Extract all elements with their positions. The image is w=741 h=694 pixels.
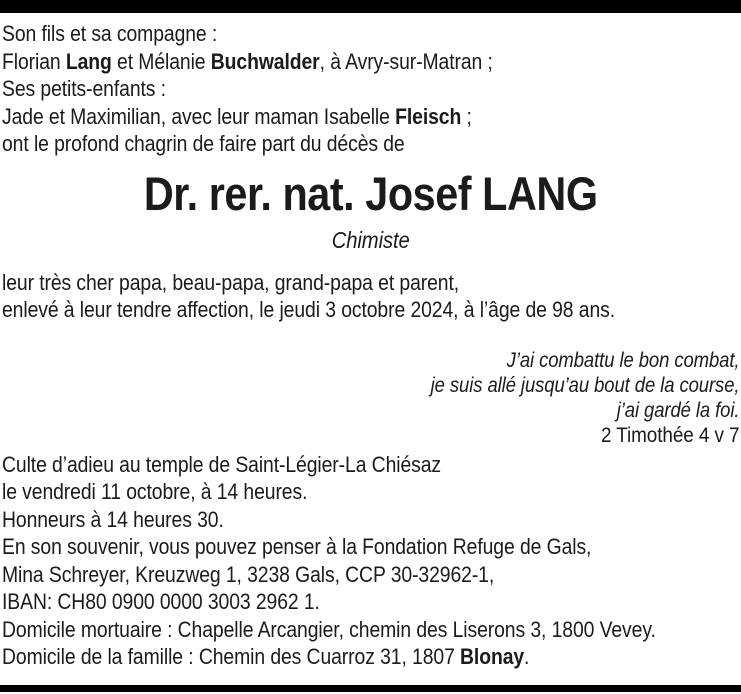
intro-line-announcement: ont le profond chagrin de faire part du décès de: [2, 131, 405, 156]
family-address-line: [2, 643, 739, 671]
bible-verse-block: [2, 348, 739, 448]
family-intro-block: [2, 20, 739, 158]
notice-content: [2, 13, 739, 671]
intro-line-grandchildren: [2, 103, 739, 131]
text-segment: et Mélanie: [111, 48, 211, 74]
tribute-block: [2, 269, 739, 324]
verse-reference: 2 Timothée 4 v 7: [600, 422, 740, 447]
surname-bold: Buchwalder: [210, 48, 320, 74]
intro-line-son: [2, 48, 739, 76]
donation-address-line: Mina Schreyer, Kreuzweg 1, 3238 Gals, CCP 30-32962-1,: [2, 561, 495, 587]
tribute-line: leur très cher papa, beau-papa, grand-papa et parent,: [2, 269, 460, 295]
text-segment: ;: [461, 103, 472, 129]
honors-line: Honneurs à 14 heures 30.: [2, 506, 224, 532]
surname-bold: Fleisch: [395, 103, 462, 129]
ceremony-location-line: Culte d’adieu au temple de Saint-Légier-La Chiésaz: [2, 451, 442, 477]
iban-line: IBAN: CH80 0900 0000 3003 2962 1.: [2, 589, 320, 614]
deceased-profession: Chimiste: [331, 226, 410, 253]
ceremony-details-block: [2, 451, 739, 671]
surname-bold: Lang: [65, 48, 112, 74]
text-segment: Florian: [2, 48, 66, 74]
donation-line: En son souvenir, vous pouvez penser à la Fondation Refuge de Gals,: [2, 534, 592, 559]
mortuary-address-line: Domicile mortuaire : Chapelle Arcangier, chemin des Liserons 3, 1800 Vevey.: [2, 616, 656, 642]
verse-line: je suis allé jusqu’au bout de la course,: [430, 373, 740, 397]
text-segment: Jade et Maximilian, avec leur maman Isabelle: [2, 103, 396, 129]
intro-line-relation: Son fils et sa compagne :: [2, 21, 218, 46]
intro-line-grandchildren-label: Ses petits-enfants :: [2, 76, 166, 101]
bottom-rule: [0, 685, 741, 692]
tribute-line-death-date: enlevé à leur tendre affection, le jeudi 3 octobre 2024, à l’âge de 98 ans.: [2, 297, 616, 322]
top-rule: [0, 0, 741, 13]
verse-line: J’ai combattu le bon combat,: [506, 348, 740, 372]
deceased-name: Dr. rer. nat. Josef LANG: [143, 166, 598, 220]
text-segment: .: [524, 644, 530, 669]
ceremony-date-line: le vendredi 11 octobre, à 14 heures.: [2, 479, 308, 504]
town-bold: Blonay: [460, 644, 525, 669]
text-segment: Domicile de la famille : Chemin des Cuarroz 31, 1807: [2, 644, 461, 669]
text-segment: , à Avry-sur-Matran ;: [319, 48, 493, 74]
verse-line: j’ai gardé la foi.: [616, 398, 740, 422]
